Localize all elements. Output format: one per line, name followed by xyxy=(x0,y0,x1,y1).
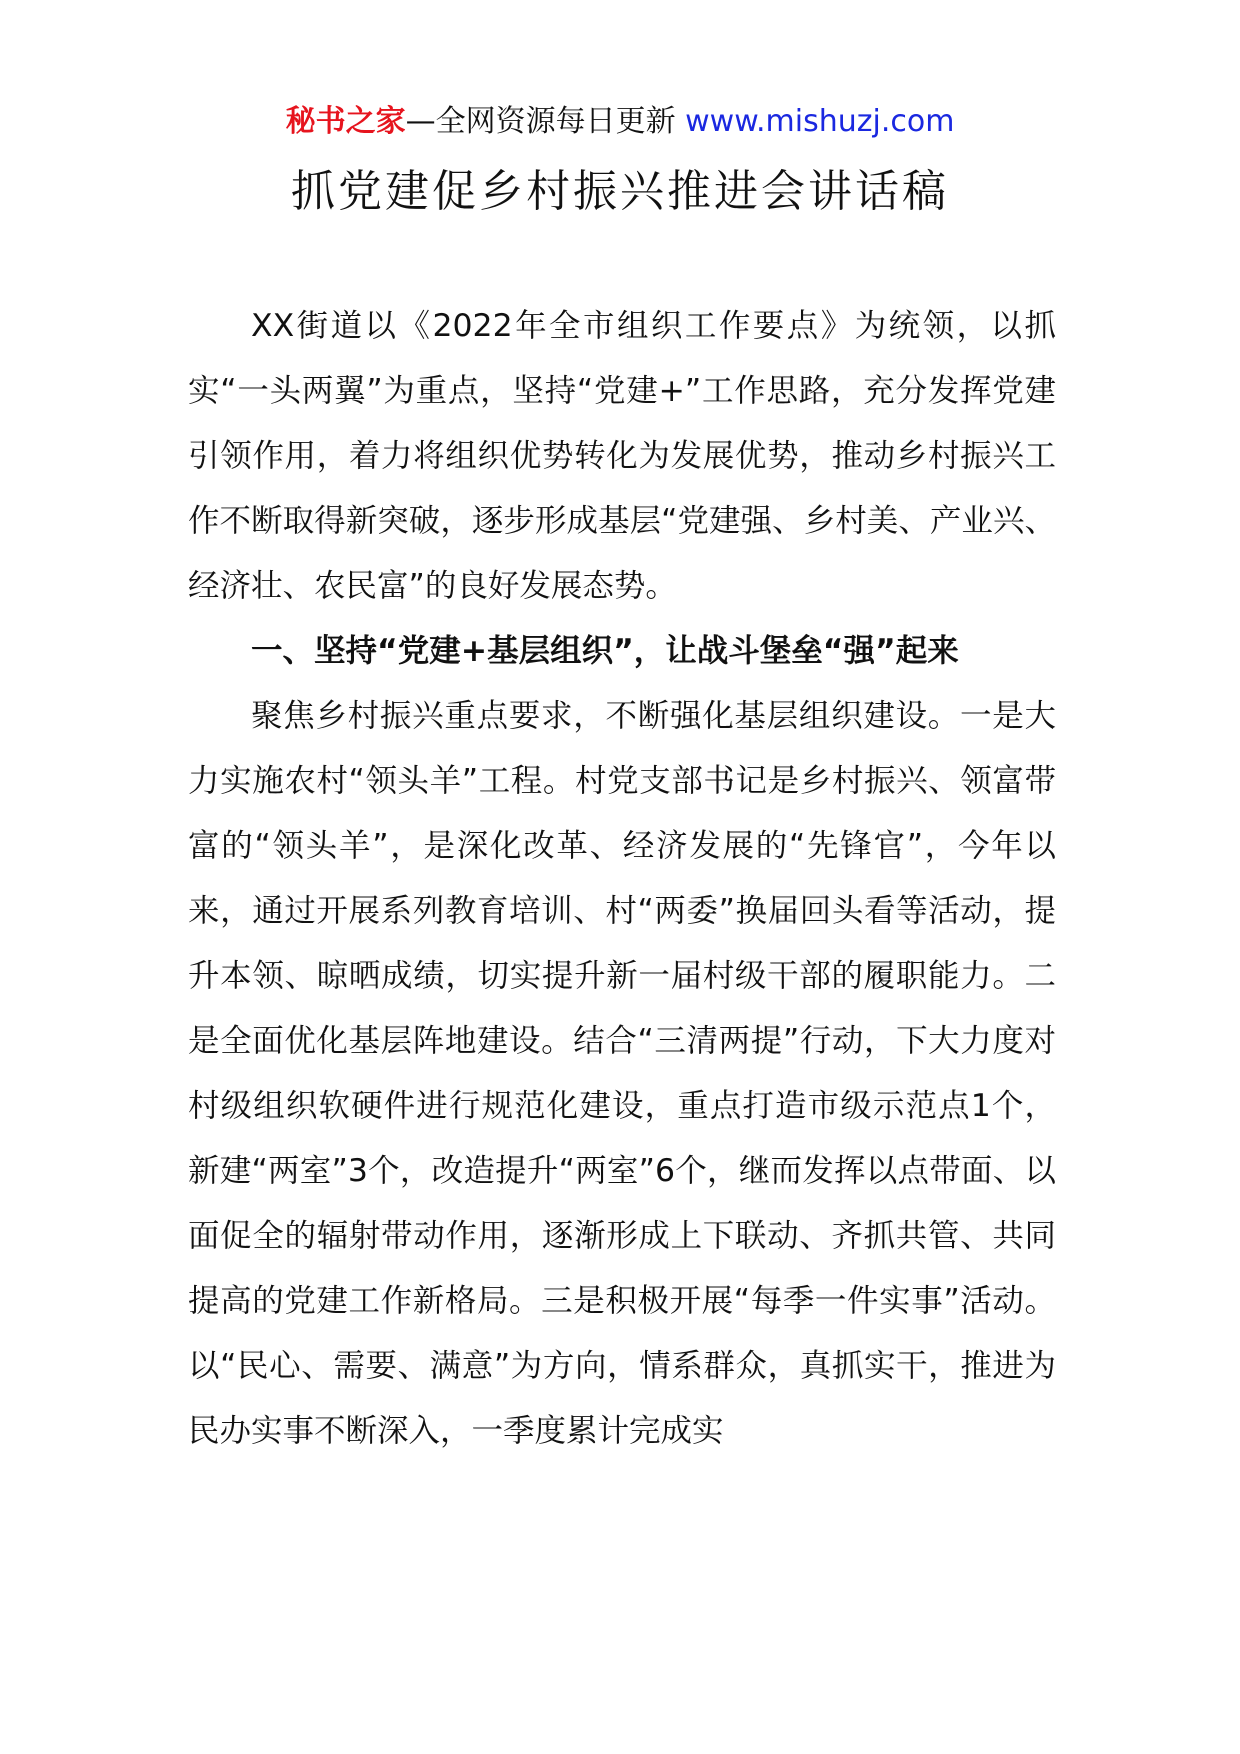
watermark-header xyxy=(0,100,1240,144)
brand-name: 秘书之家 xyxy=(285,104,406,139)
section-paragraph: 聚焦乡村振兴重点要求，不断强化基层组织建设。一是大力实施农村“领头羊”工程。村党支部书记是乡村振兴、领富带富的“领头羊”，是深化改革、经济发展的“先锋官”，今年以来，通过开展系列教育培训、村“两委”换届回头看等活动，提升本领、晾晒成绩，切实提升新一届村级干部的履职能力。二是全面优化基层阵地建设。结合“三清两提”行动，下大力度对村级组织软硬件进行规范化建设，重点打造市级示范点1个，新建“两室”3个，改造提升“两室”6个，继而发挥以点带面、以面促全的辐射带动作用，逐渐形成上下联动、齐抓共管、共同提高的党建工作新格局。三是积极开展“每季一件实事”活动。以“民心、需要、满意”为方向，情系群众，真抓实干，推进为民办实事不断深入，一季度累计完成实 xyxy=(188,698,1056,1449)
section-heading: 一、坚持“党建+基层组织”，让战斗堡垒“强”起来 xyxy=(251,633,959,669)
document-body xyxy=(188,294,1056,1464)
document-title: 抓党建促乡村振兴推进会讲话稿 xyxy=(291,166,949,217)
site-url-link[interactable]: www.mishuzj.com xyxy=(685,104,955,139)
header-tagline: —全网资源每日更新 xyxy=(405,104,686,139)
intro-paragraph: XX街道以《2022年全市组织工作要点》为统领，以抓实“一头两翼”为重点，坚持“党建+”工作思路，充分发挥党建引领作用，着力将组织优势转化为发展优势，推动乡村振兴工作不断取得新突破，逐步形成基层“党建强、乡村美、产业兴、经济壮、农民富”的良好发展态势。 xyxy=(188,308,1056,604)
